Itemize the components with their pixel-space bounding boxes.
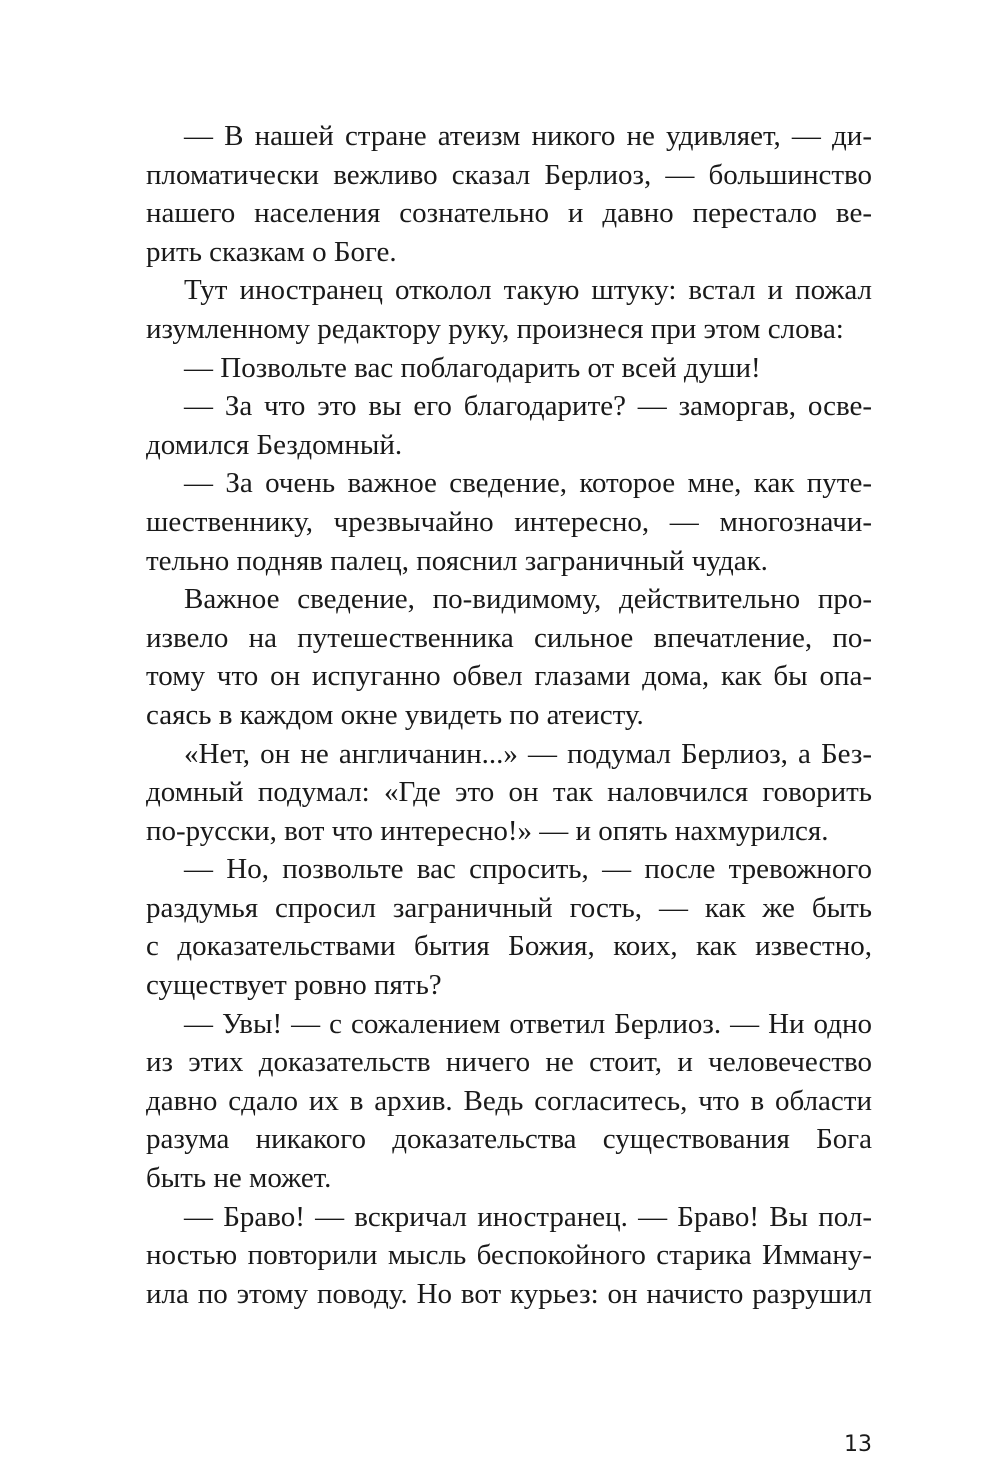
text-line: — За что это вы его благодарите? — заморгав, осве- — [184, 390, 872, 423]
text-line: из этих доказательств ничего не стоит, и человечество — [146, 1046, 872, 1079]
text-line: существует ровно пять? — [146, 969, 442, 1002]
text-line: «Нет, он не англичанин...» — подумал Берлиоз, а Без- — [184, 737, 872, 770]
text-line: разума никакого доказательства существования Бога — [146, 1123, 872, 1156]
text-line: с доказательствами бытия Божия, коих, как известно, — [146, 930, 872, 963]
text-line: Тут иностранец отколол такую штуку: встал и пожал — [184, 274, 872, 307]
text-line: тому что он испуганно обвел глазами дома, как бы опа- — [146, 660, 872, 693]
text-line: Важное сведение, по-видимому, действительно про- — [184, 583, 872, 616]
paragraph — [146, 850, 872, 1004]
page-text-body — [146, 117, 872, 1313]
text-line: — Но, позвольте вас спросить, — после тревожного — [184, 853, 872, 886]
text-line: — Браво! — вскричал иностранец. — Браво! Вы пол- — [184, 1200, 872, 1233]
paragraph — [146, 580, 872, 734]
text-line: — В нашей стране атеизм никого не удивляет, — ди- — [184, 120, 872, 152]
paragraph — [146, 117, 872, 271]
page-number: 13 — [844, 1432, 872, 1457]
text-line: извело на путешественника сильное впечатление, по- — [146, 621, 872, 654]
text-line: раздумья спросил заграничный гость, — как же быть — [146, 891, 872, 924]
paragraph — [146, 271, 872, 348]
text-line: по-русски, вот что интересно!» — и опять нахмурился. — [146, 814, 829, 847]
text-line: шественнику, чрезвычайно интересно, — многозначи- — [146, 505, 872, 538]
paragraph — [146, 387, 872, 464]
text-line: тельно подняв палец, пояснил заграничный чудак. — [146, 544, 768, 577]
paragraph — [146, 1005, 872, 1198]
paragraph — [146, 349, 872, 388]
text-line: ностью повторили мысль беспокойного старика Имману- — [146, 1239, 872, 1272]
text-line: нашего населения сознательно и давно перестало ве- — [146, 197, 872, 230]
text-line: — За очень важное сведение, которое мне, как путе- — [184, 467, 872, 500]
text-line: домный подумал: «Где это он так наловчился говорить — [146, 776, 872, 809]
text-line: — Увы! — с сожалением ответил Берлиоз. — Ни одно — [184, 1007, 872, 1040]
text-line: пломатически вежливо сказал Берлиоз, — большинство — [146, 158, 872, 191]
text-line: домился Бездомный. — [146, 428, 403, 461]
text-line: изумленному редактору руку, произнеся при этом слова: — [146, 312, 844, 345]
text-line: рить сказкам о Боге. — [146, 235, 397, 268]
paragraph — [146, 464, 872, 580]
text-line: саясь в каждом окне увидеть по атеисту. — [146, 698, 644, 731]
text-line: — Позвольте вас поблагодарить от всей души! — [184, 351, 761, 384]
paragraph — [146, 735, 872, 851]
paragraph — [146, 1198, 872, 1314]
text-line: быть не может. — [146, 1162, 332, 1195]
text-line: ила по этому поводу. Но вот курьез: он начисто разрушил — [146, 1277, 872, 1310]
text-line: давно сдало их в архив. Ведь согласитесь, что в области — [146, 1084, 872, 1117]
